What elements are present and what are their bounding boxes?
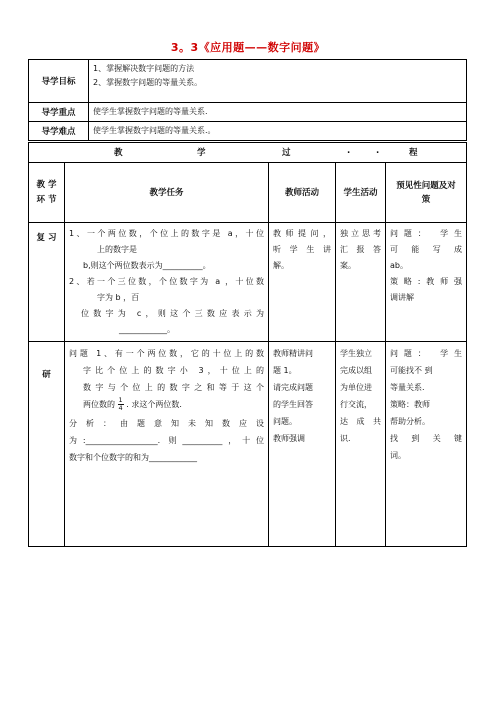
- research-student-line: 完成以组: [340, 366, 372, 375]
- research-problems-line: 等量关系.: [390, 383, 425, 392]
- page-title: 3。3《应用题——数字问题》: [170, 41, 326, 54]
- research-stage: 研: [29, 342, 65, 547]
- review-problems-line: 策略:教师强: [390, 277, 463, 286]
- lesson-info-table: [28, 59, 467, 141]
- research-teacher-line: 问题。: [273, 417, 297, 426]
- research-task-line: 数字与个位上的数字之和等于这个: [83, 383, 264, 392]
- review-student-line: 汇 报 答: [340, 245, 381, 254]
- review-student-line: 案。: [340, 261, 356, 270]
- research-teacher-line: 请完成问题: [273, 383, 313, 392]
- research-problems-line: 找 到 关 键: [390, 434, 463, 443]
- goal-line-1: 1、掌握解决数字问题的方法: [93, 64, 195, 73]
- research-student-line: 识.: [340, 434, 351, 443]
- research-problems: [386, 342, 467, 547]
- research-teacher: [269, 342, 336, 547]
- process-header: [29, 143, 467, 163]
- process-header-char-5: .: [376, 146, 380, 156]
- research-teacher-line: 题 1。: [273, 366, 297, 375]
- research-row: [29, 342, 467, 547]
- research-student: [336, 342, 386, 547]
- research-problems-line: 策略：教师: [390, 400, 430, 409]
- difficulty-label: 导学难点: [29, 122, 89, 141]
- review-stage: 复 习: [29, 223, 65, 342]
- research-task-line: 数字和个位数字的和为____________: [69, 453, 197, 462]
- review-teacher-line: 教师提问，: [273, 229, 331, 238]
- key-point-text: 使学生掌握数字问题的等量关系.: [89, 103, 467, 122]
- research-task-line: 问题 1、有一个两位数，它的十位上的数: [69, 349, 264, 358]
- process-table: [28, 142, 467, 547]
- research-task-fraction-line: [69, 396, 264, 413]
- research-teacher-line: 教师强调: [273, 434, 305, 443]
- research-task: [65, 342, 269, 547]
- research-teacher-line: 的学生回答: [273, 400, 313, 409]
- review-row: [29, 223, 467, 342]
- review-task-line: 字为 b ，百: [97, 293, 140, 302]
- review-problems-line: 可 能 写 成: [390, 245, 463, 254]
- process-header-char-2: 学: [197, 148, 206, 158]
- research-student-line: 学生独立: [340, 349, 372, 358]
- research-task-line: 为:__________________. 则__________，十位: [69, 436, 264, 445]
- fraction-denominator: 4: [118, 404, 123, 412]
- review-problems-line: 问题： 学生: [390, 229, 463, 238]
- research-problems-line: 可能找不 到: [390, 366, 433, 375]
- research-student-line: 为单位进: [340, 383, 372, 392]
- review-task-line: 位数字为 c，则这个三数应表示为: [81, 309, 264, 318]
- process-header-char-6: 程: [409, 148, 418, 158]
- research-task-text: 两位数的: [83, 400, 115, 409]
- key-point-label: 导学重点: [29, 103, 89, 122]
- research-problems-line: 词。: [390, 451, 406, 460]
- col-problems-header: 预见性问题及对策: [386, 163, 467, 223]
- col-stage-header: 教 学 环 节: [29, 163, 65, 223]
- difficulty-text: 使学生掌握数字问题的等量关系.。: [89, 122, 467, 141]
- review-task-line: b,则这个两位数表示为__________。: [83, 261, 211, 270]
- review-task-line: ____________。: [119, 325, 175, 334]
- fraction-one-quarter: [118, 397, 124, 412]
- col-student-header: 学生活动: [336, 163, 386, 223]
- process-header-char-3: 过: [282, 148, 291, 158]
- research-teacher-line: 教师精讲问: [273, 349, 313, 358]
- col-teacher-header: 教师活动: [269, 163, 336, 223]
- review-task-line: 上的数字是: [97, 245, 137, 254]
- research-problems-line: 帮助分析。: [390, 417, 430, 426]
- review-problems-line: ab。: [390, 261, 408, 270]
- goal-line-2: 2、掌握数字问题的等量关系。: [93, 78, 203, 87]
- research-task-line: 分 析 ： 由 题 意 知 未 知 数 应 设: [69, 419, 264, 428]
- review-teacher-line: 解。: [273, 261, 289, 270]
- review-task-line: 2、若一个三位数，个位数字为 a ，十位数: [69, 277, 264, 286]
- review-task-line: 1、一个两位数，个位上的数字是 a，十位: [69, 229, 264, 238]
- col-task-header: 教学任务: [65, 163, 269, 223]
- review-problems-line: 调讲解: [390, 293, 414, 302]
- review-problems: [386, 223, 467, 342]
- review-teacher-line: 听 学 生 讲: [273, 245, 331, 254]
- research-problems-line: 问题： 学生: [390, 349, 463, 358]
- research-student-line: 行交流，: [340, 400, 372, 409]
- review-teacher: [269, 223, 336, 342]
- process-header-char-4: .: [347, 146, 351, 156]
- process-header-char-1: 教: [114, 148, 123, 158]
- fraction-numerator: 1: [118, 396, 123, 404]
- goals-label: 导学目标: [29, 60, 89, 103]
- research-student-line: 达 成 共: [340, 417, 381, 426]
- review-student-line: 独立思考: [340, 229, 381, 238]
- research-task-text: . 求这个两位数.: [126, 400, 182, 409]
- review-task: [65, 223, 269, 342]
- review-student: [336, 223, 386, 342]
- research-task-line: 字比个位上的数字小 3，十位上的: [83, 366, 264, 375]
